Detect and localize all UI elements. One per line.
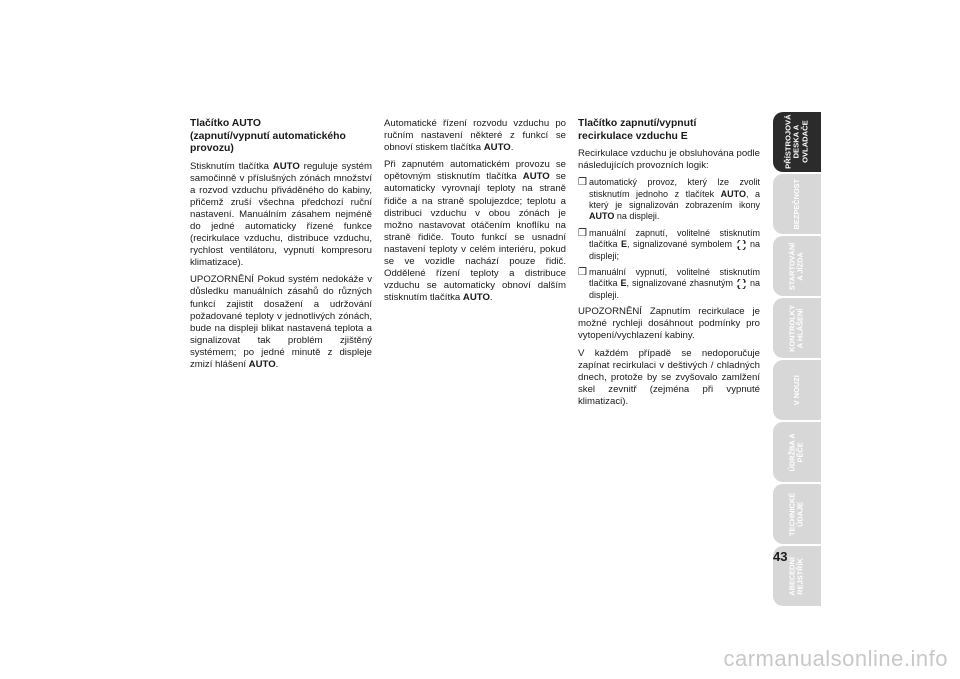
list-item: ❒ manuální zapnutí, volitelné stisknutím tlačítka E, signalizované symbolem na displeji;	[578, 227, 760, 261]
paragraph: V každém případě se nedoporučuje zapínat recirkulaci v deštivých / chladných dnech, protože by se zvyšovalo zamlžení skel zevnitř (zejména při vypnuté klimatizaci).	[578, 347, 760, 407]
warning-paragraph: UPOZORNĚNÍ Zapnutím recirkulace je možné rychleji dosáhnout podmínky pro vytopení/vychlazení kabiny.	[578, 306, 760, 342]
text-column-3	[578, 118, 760, 413]
recirculation-icon	[736, 279, 747, 289]
tab-pristrojova-deska[interactable]: PŘÍSTROJOVÁ DESKA A OVLADAČE	[773, 112, 821, 172]
tab-technicke-udaje[interactable]: TECHNICKÉ ÚDAJE	[773, 484, 821, 544]
tab-abecedni-rejstrik[interactable]: ABECEDNÍ REJSTŘÍK	[773, 546, 821, 606]
paragraph: Při zapnutém automatickém provozu se opětovným stisknutím tlačítka AUTO se automaticky vyrovnají teploty na straně řidiče a na straně spolujezdce; teplotu a distribuci vzduchu v obou zónách je možno nastavovat otáčením knoflíku na straně řidiče. Touto funkcí se usnadní nastavení teploty v celém interiéru, pokud se ve vozidle nachází pouze řidič. Oddělené řízení teploty a distribuce vzduchu se automaticky obnoví dalším stisknutím tlačítka AUTO.	[384, 159, 566, 304]
tab-udrzba[interactable]: ÚDRŽBA A PÉČE	[773, 422, 821, 482]
tab-startovani[interactable]: STARTOVÁNÍ A JÍZDA	[773, 236, 821, 296]
section-heading-auto: Tlačítko AUTO (zapnutí/vypnutí automatického provozu)	[190, 118, 346, 154]
chapter-tabs	[773, 112, 821, 608]
paragraph: Recirkulace vzduchu je obsluhována podle následujících provozních logik:	[578, 148, 760, 172]
recirculation-icon	[736, 240, 747, 250]
warning-paragraph: UPOZORNĚNÍ Pokud systém nedokáže v důsledku manuálních zásahů do různých funkcí zajistit dosažení a udržování požadované teploty v jednotlivých zónách, bude na displeji blikat nastavená teplota a signalizovat tak problém zjištěný systémem; po jedné minutě z displeje zmizí hlášení AUTO.	[190, 274, 372, 370]
watermark: carmanualsonline.info	[723, 646, 948, 671]
checkbox-bullet-icon: ❒	[578, 227, 587, 239]
list-item: ❒ manuální vypnutí, volitelné stisknutím tlačítka E, signalizované zhasnutým na displeji.	[578, 267, 761, 300]
list-item: ❒ automatický provoz, který lze zvolit stisknutím jednoho z tlačítek AUTO, a který je signalizován zobrazením ikony AUTO na displeji.	[578, 177, 760, 222]
paragraph: Automatické řízení rozvodu vzduchu po ručním nastavení některé z funkcí se obnoví stiskem tlačítka AUTO.	[384, 118, 566, 154]
tab-kontrolky[interactable]: KONTROLKY A HLÁŠENÍ	[773, 298, 821, 358]
text-column-2	[384, 118, 566, 309]
text-column-1	[190, 118, 372, 376]
paragraph: Stisknutím tlačítka AUTO reguluje systém samočinně v příslušných zónách množství a rozvod vzduchu přiváděného do kabiny, přičemž zruší všechna předchozí ruční nastavení. Manuálním zásahem nejméně do jedné automaticky řízené funkce (recirkulace vzduchu, distribuce vzduchu, rychlost ventilátoru, vypnutí kompresoru klimatizace).	[190, 160, 372, 269]
tab-bezpecnost[interactable]: BEZPEČNOST	[773, 174, 821, 234]
tab-v-nouzi[interactable]: V NOUZI	[773, 360, 821, 420]
checkbox-bullet-icon: ❒	[578, 177, 587, 189]
page-number: 43	[773, 549, 788, 564]
section-heading-recirculation: Tlačítko zapnutí/vypnutí recirkulace vzduchu E	[578, 118, 697, 142]
checkbox-bullet-icon: ❒	[578, 267, 587, 279]
